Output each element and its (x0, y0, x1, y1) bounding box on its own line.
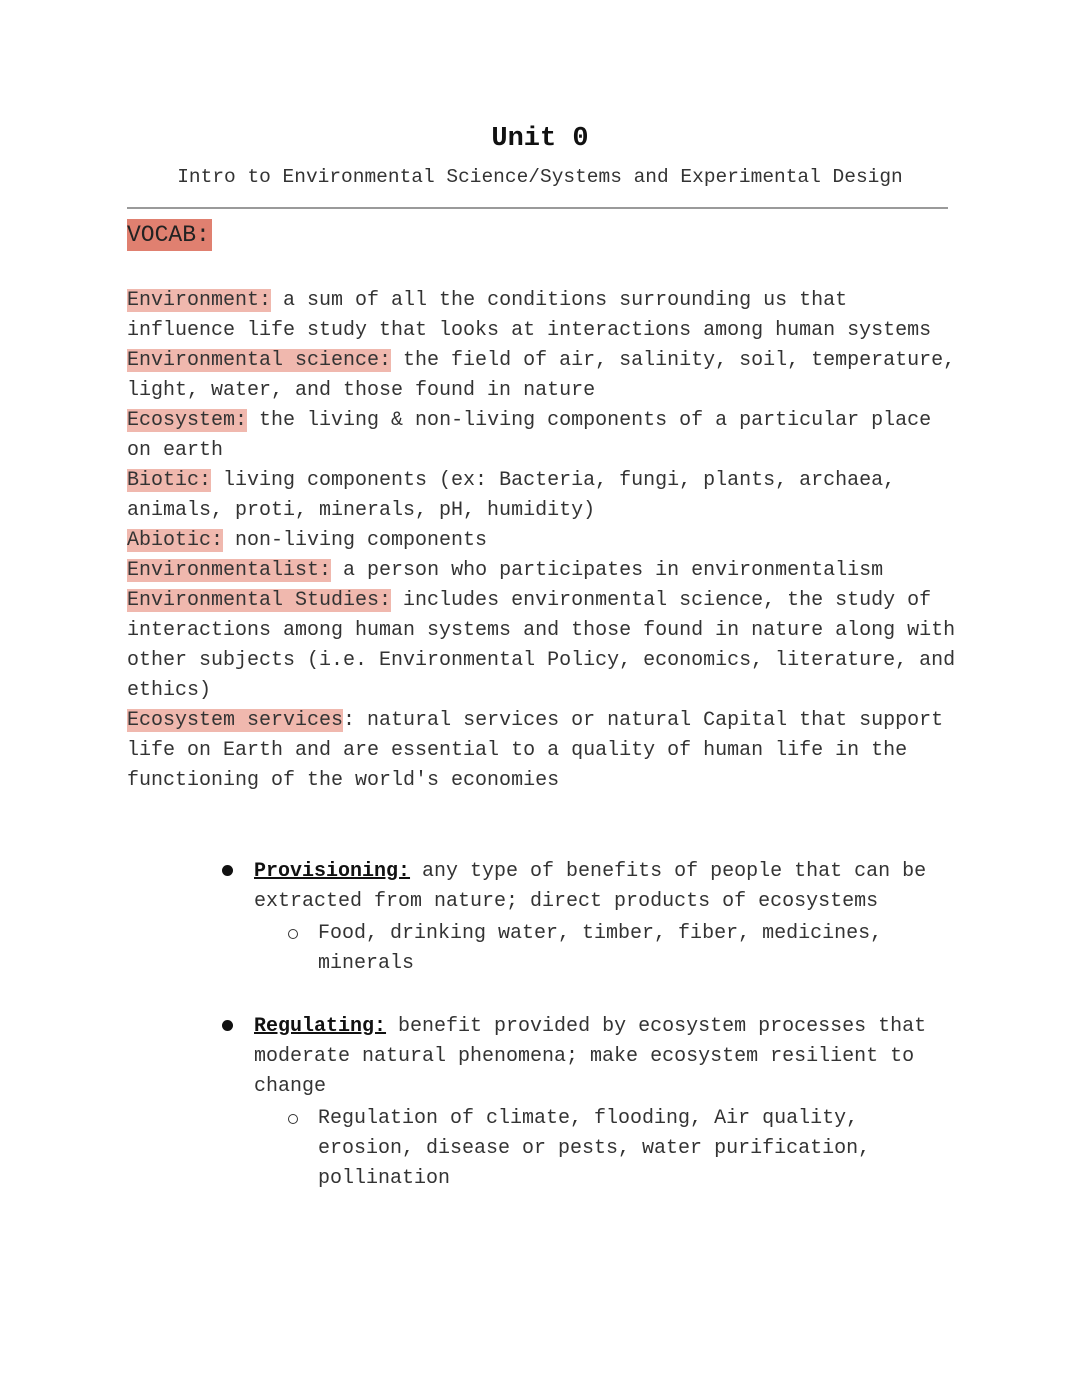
service-text: any type of benefits of people that can be extracted from nature; direct products of ecosystems (254, 860, 927, 913)
definition-text: a person who participates in environmentalism (331, 559, 884, 582)
definition-term: Environmental Studies: (127, 589, 392, 612)
definition-item (127, 406, 957, 466)
bullet-dot-icon (222, 865, 233, 876)
page-subtitle: Intro to Environmental Science/Systems and Experimental Design (177, 166, 903, 188)
service-provisioning (222, 857, 957, 979)
sub-bullet-item (286, 1104, 957, 1194)
service-label: Provisioning: (254, 860, 411, 883)
sub-bullet-item (286, 919, 957, 979)
definition-term: Environmentalist: (127, 559, 332, 582)
definition-item (127, 466, 957, 526)
definition-item (127, 286, 957, 346)
service-example: Food, drinking water, timber, fiber, medicines, minerals (318, 922, 883, 975)
definition-text: non-living components (223, 529, 488, 552)
service-example: Regulation of climate, flooding, Air quality, erosion, disease or pests, water purification, pollination (318, 1107, 871, 1190)
bullet-item (222, 857, 957, 917)
service-regulating (222, 1012, 957, 1194)
definition-text: a sum of all the conditions surrounding us that influence life study that looks at interactions among human systems (127, 289, 932, 342)
definition-item (127, 556, 957, 586)
definition-term: Abiotic: (127, 529, 224, 552)
definitions-list (127, 286, 957, 796)
service-label: Regulating: (254, 1015, 387, 1038)
definition-text: includes environmental science, the study of interactions among human systems and those found in nature along with other subjects (i.e. Environmental Policy, economics, literature, and ethics) (127, 589, 956, 702)
definition-term: Ecosystem services (127, 709, 344, 732)
definition-term: Biotic: (127, 469, 212, 492)
service-text: benefit provided by ecosystem processes that moderate natural phenomena; make ecosystem resilient to change (254, 1015, 927, 1098)
bullet-dot-icon (222, 1020, 233, 1031)
definition-item (127, 346, 957, 406)
definition-text: the living & non-living components of a particular place on earth (127, 409, 932, 462)
bullet-item (222, 1012, 957, 1102)
hollow-bullet-icon (288, 1114, 298, 1124)
definition-text: living components (ex: Bacteria, fungi, plants, archaea, animals, proti, minerals, pH, humidity) (127, 469, 896, 522)
definition-item (127, 706, 957, 796)
definition-item (127, 586, 957, 706)
hollow-bullet-icon (288, 929, 298, 939)
definition-text: the field of air, salinity, soil, temperature, light, water, and those found in nature (127, 349, 956, 402)
definition-term: Ecosystem: (127, 409, 248, 432)
definition-item (127, 526, 957, 556)
definition-term: Environmental science: (127, 349, 392, 372)
definition-term: Environment: (127, 289, 272, 312)
vocab-heading: VOCAB: (127, 219, 212, 251)
page-title: Unit 0 (491, 124, 589, 154)
definition-text: : natural services or natural Capital that support life on Earth and are essential to a quality of human life in the functioning of the world's economies (127, 709, 944, 792)
horizontal-rule (127, 207, 948, 209)
